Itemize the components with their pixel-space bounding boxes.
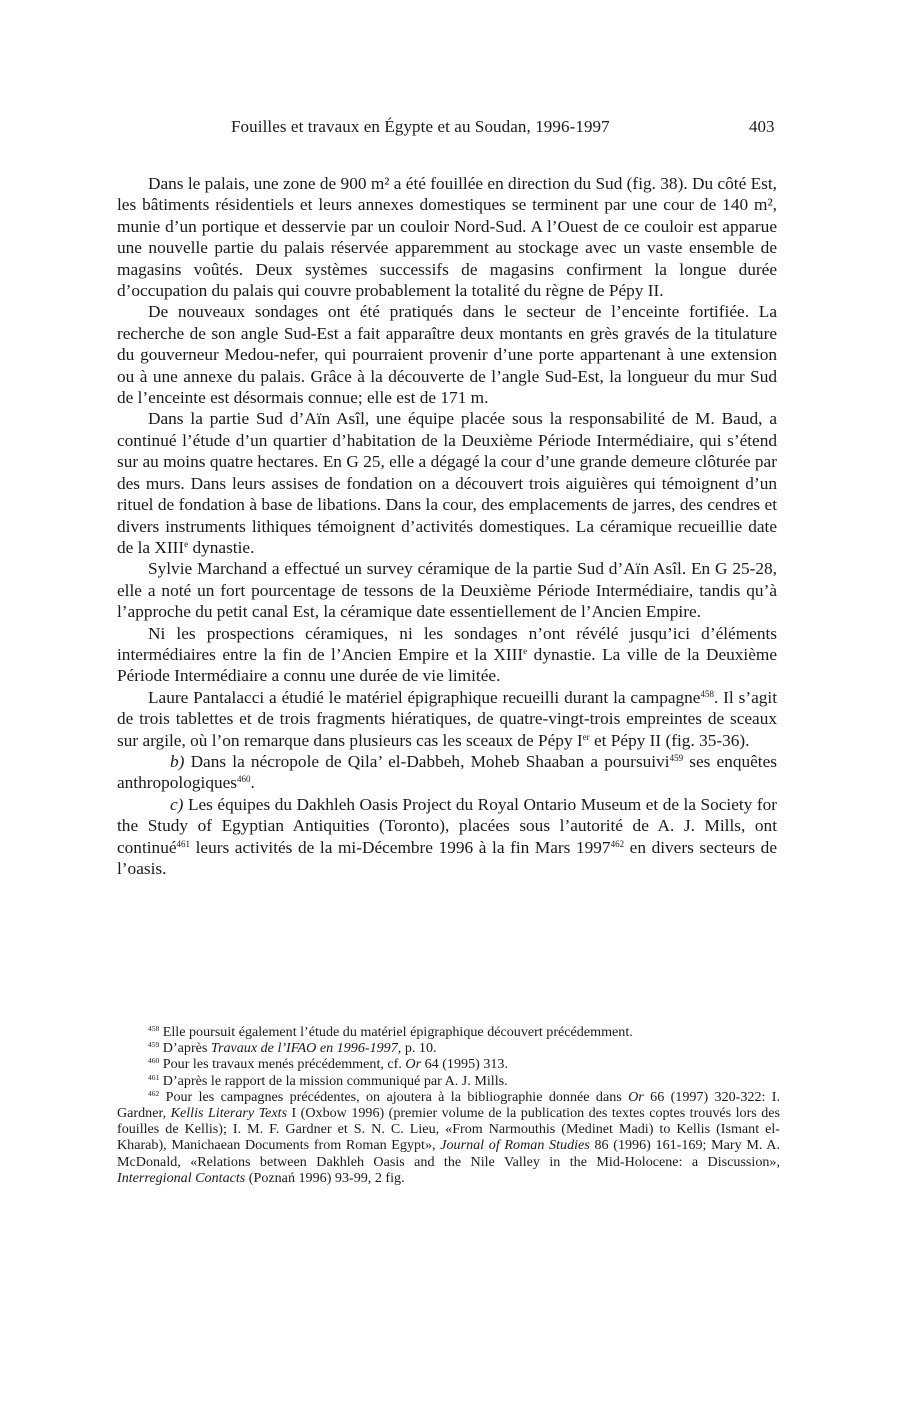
footnotes — [117, 1024, 780, 1186]
footnote-461 — [117, 1073, 780, 1089]
superscript: e — [184, 539, 189, 550]
italic-title: Kellis Literary Texts — [170, 1105, 288, 1122]
footnote-number: 461 — [148, 1072, 160, 1082]
italic-title: Journal of Roman Studies — [440, 1137, 590, 1154]
text-run: Elle poursuit également l’étude du matériel épigraphique découvert précédemment. — [159, 1024, 633, 1040]
paragraph-survey-ceramique: Sylvie Marchand a effectué un survey céramique de la partie Sud d’Aïn Asîl. En G 25-28, elle a noté un fort pourcentage de tessons de la Deuxième Période Intermédiaire, tandis qu’à l’approche du petit canal Est, la céramique date essentiellement de l’Ancien Empire. — [117, 559, 777, 622]
footnote-460 — [117, 1056, 780, 1072]
paragraph-enceinte: De nouveaux sondages ont été pratiqués dans le secteur de l’enceinte fortifiée. La recherche de son angle Sud-Est a fait apparaître deux montants en grès gravés de la titulature du gouverneur Medou-nefer, qui pourraient provenir d’une porte appartenant à une extension ou à une annexe du palais. Grâce à la découverte de l’angle Sud-Est, la longueur du mur Sud de l’enceinte est désormais connue; elle est de 171 m. — [117, 302, 777, 408]
running-title: Fouilles et travaux en Égypte et au Soudan, 1996-1997 — [231, 117, 610, 136]
text-run: Pour les campagnes précédentes, on ajoutera à la bibliographie donnée dans — [159, 1088, 629, 1105]
italic-title: Travaux de l’IFAO en 1996-1997 — [210, 1040, 398, 1057]
text-run: . Il s’agit de trois tablettes et de trois fragments hiératiques, de quatre-vingt-trois empreintes de sceaux sur argile, où l’on remarque dans plusieurs cas les sceaux de Pépy I — [117, 687, 777, 750]
superscript: er — [582, 731, 590, 742]
text-run: . — [250, 773, 255, 793]
text-run: Pour les travaux menés précédemment, cf. — [159, 1056, 406, 1073]
paragraph-epigraphie — [117, 687, 777, 751]
text-run: (Poznań 1996) 93-99, 2 fig. — [245, 1169, 405, 1186]
text-run: en divers secteurs de l’oasis. — [117, 837, 777, 878]
text-run: D’après le rapport de la mission communiqué par A. J. Mills. — [159, 1072, 508, 1089]
footnote-462 — [117, 1089, 780, 1186]
running-header — [0, 117, 906, 143]
text-run: 64 (1995) 313. — [421, 1056, 508, 1073]
text-run: et Pépy II (fig. 35-36). — [589, 730, 750, 750]
footnote-ref-462[interactable]: 462 — [610, 838, 625, 849]
footnote-number: 459 — [148, 1040, 160, 1050]
paragraph-qila-el-dabbeh — [117, 751, 777, 794]
text-run: Dans la nécropole de Qila’ el-Dabbeh, Moheb Shaaban a poursuivi — [184, 751, 670, 771]
text-run: , p. 10. — [397, 1040, 437, 1057]
main-text — [117, 173, 777, 879]
footnote-ref-460[interactable]: 460 — [237, 774, 251, 785]
text-run: D’après — [159, 1040, 211, 1057]
italic-title: Or — [628, 1088, 644, 1105]
italic-title: Or — [405, 1056, 422, 1073]
paragraph-ain-asil — [117, 408, 777, 558]
footnote-number: 458 — [148, 1024, 160, 1034]
text-run: ses enquêtes anthropologiques — [117, 751, 777, 793]
text-run: dynastie. — [188, 537, 255, 557]
text-run: dynastie. La ville de la Deuxième Période Intermédiaire a connu une durée de vie limitée. — [117, 644, 777, 686]
text-run: 66 (1997) 320-322: I. Gardner, — [117, 1088, 781, 1122]
item-label: c) — [170, 794, 184, 814]
paragraph-dakhleh — [117, 794, 777, 880]
paragraph-palais: Dans le palais, une zone de 900 m² a été fouillée en direction du Sud (fig. 38). Du côté Est, les bâtiments résidentiels et leurs annexes domestiques se terminent par une cour de 140 m², munie d’un portique et desservie par un couloir Nord-Sud. A l’Ouest de ce couloir est apparue une nouvelle partie du palais réservée apparemment au stockage avec un vaste ensemble de magasins voûtés. Deux systèmes successifs de magasins confirment la longue durée d’occupation du palais qui couvre probablement la totalité du règne de Pépy II. — [117, 174, 777, 301]
footnote-number: 460 — [148, 1056, 160, 1066]
footnote-ref-458[interactable]: 458 — [700, 688, 714, 699]
italic-title: Interregional Contacts — [117, 1169, 246, 1186]
footnote-ref-459[interactable]: 459 — [669, 753, 684, 764]
footnote-459 — [117, 1040, 780, 1056]
text-run: 86 (1996) 161-169; Mary M. A. McDonald, «Relations between Dakhleh Oasis and the Nile Valley in the Mid-Holocene: a Discussion», — [117, 1137, 780, 1170]
superscript: e — [523, 646, 528, 657]
footnote-ref-461[interactable]: 461 — [176, 838, 191, 849]
paragraph-prospections — [117, 623, 777, 687]
text-run: Les équipes du Dakhleh Oasis Project du Royal Ontario Museum et de la Society for the Study of Egyptian Antiquities (Toronto), placées sous l’autorité de A. J. Mills, ont continué — [117, 794, 777, 857]
footnote-458 — [117, 1024, 780, 1040]
text-run: Dans la partie Sud d’Aïn Asîl, une équipe placée sous la responsabilité de M. Baud, a continué l’étude d’un quartier d’habitation de la Deuxième Période Intermédiaire, qui s’étend sur au moins quatre hectares. En G 25, elle a dégagé la cour d’une grande demeure clôturée par des murs. Dans leurs assises de fondation on a découvert trois aiguières qui témoignent d’un rituel de fondation à base de libations. Dans la cour, des emplacements de jarres, des cendres et divers instruments lithiques témoignent d’activités domestiques. La céramique recueillie date de la XIII — [117, 409, 777, 557]
text-run: I (Oxbow 1996) (premier volume de la publication des textes coptes trouvés lors des fouilles de Kellis); I. M. F. Gardner et S. N. C. Lieu, «From Narmouthis (Medinet Madi) to Kellis (Ismant el-Kharab), Manichaean Documents from Roman Egypt», — [117, 1105, 780, 1154]
page-number: 403 — [749, 117, 775, 136]
text-run: leurs activités de la mi-Décembre 1996 à la fin Mars 1997 — [190, 837, 611, 857]
text-run: Laure Pantalacci a étudié le matériel épigraphique recueilli durant la campagne — [148, 687, 701, 707]
item-label: b) — [170, 751, 185, 771]
text-run: Ni les prospections céramiques, ni les sondages n’ont révélé jusqu’ici d’éléments intermédiaires entre la fin de l’Ancien Empire et la XIII — [117, 623, 777, 664]
footnote-number: 462 — [148, 1088, 160, 1098]
